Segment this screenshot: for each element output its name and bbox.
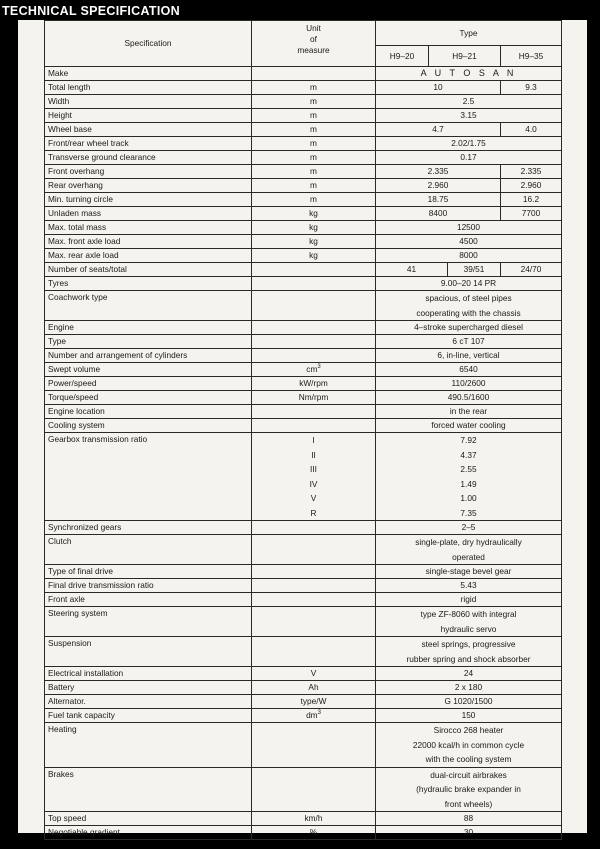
row-engine: Engine 4–stroke supercharged diesel — [45, 321, 562, 335]
row-make: Make A U T O S A N — [45, 67, 562, 81]
row-heating: Heating Sirocco 268 heater 22000 kcal/h in common cycle with the cooling system — [45, 723, 562, 768]
row-max-total-mass: Max. total mass kg 12500 — [45, 221, 562, 235]
title-bar — [0, 0, 600, 20]
spec-table — [44, 20, 562, 840]
row-ground-clearance: Transverse ground clearance m 0.17 — [45, 151, 562, 165]
row-total-length: Total length m 10 9.3 — [45, 81, 562, 95]
row-cooling: Cooling system forced water cooling — [45, 419, 562, 433]
row-gradient: Negotiable gradient % 30 — [45, 826, 562, 840]
row-steering: Steering system type ZF-8060 with integral hydraulic servo — [45, 607, 562, 637]
header-unit: Unit of measure — [252, 21, 376, 67]
row-tyres: Tyres 9.00–20 14 PR — [45, 277, 562, 291]
spec-sheet — [18, 20, 587, 837]
row-clutch: Clutch single-plate, dry hydraulically operated — [45, 535, 562, 565]
row-height: Height m 3.15 — [45, 109, 562, 123]
row-torque: Torque/speed Nm/rpm 490.5/1600 — [45, 391, 562, 405]
row-battery: Battery Ah 2 x 180 — [45, 681, 562, 695]
page-title: TECHNICAL SPECIFICATION — [2, 4, 180, 18]
row-suspension: Suspension steel springs, progressive rubber spring and shock absorber — [45, 637, 562, 667]
row-final-drive-ratio: Final drive transmission ratio 5.43 — [45, 579, 562, 593]
header-type: Type — [376, 21, 562, 46]
row-engine-location: Engine location in the rear — [45, 405, 562, 419]
row-synchro: Synchronized gears 2–5 — [45, 521, 562, 535]
row-cylinders: Number and arrangement of cylinders 6, in-line, vertical — [45, 349, 562, 363]
row-front-overhang: Front overhang m 2.335 2.335 — [45, 165, 562, 179]
row-unladen-mass: Unladen mass kg 8400 7700 — [45, 207, 562, 221]
row-electrical: Electrical installation V 24 — [45, 667, 562, 681]
row-final-drive-type: Type of final drive single-stage bevel gear — [45, 565, 562, 579]
row-swept-volume: Swept volume $cm^3$ 6540 — [45, 363, 562, 377]
row-width: Width m 2.5 — [45, 95, 562, 109]
row-rear-overhang: Rear overhang m 2.960 2.960 — [45, 179, 562, 193]
model-h9-35: H9–35 — [501, 46, 562, 67]
row-seats: Number of seats/total 41 39/51 24/70 — [45, 263, 562, 277]
row-power: Power/speed kW/rpm 110/2600 — [45, 377, 562, 391]
model-h9-20: H9–20 — [376, 46, 429, 67]
header-specification: Specification — [45, 21, 252, 67]
model-h9-21: H9–21 — [429, 46, 501, 67]
row-turning-circle: Min. turning circle m 18.75 16.2 — [45, 193, 562, 207]
row-wheel-track: Front/rear wheel track m 2.02/1.75 — [45, 137, 562, 151]
row-wheel-base: Wheel base m 4.7 4.0 — [45, 123, 562, 137]
row-top-speed: Top speed km/h 88 — [45, 812, 562, 826]
row-front-axle: Front axle rigid — [45, 593, 562, 607]
row-fuel-tank: Fuel tank capacity $dm^3$ 150 — [45, 709, 562, 723]
row-coachwork: Coachwork type spacious, of steel pipes cooperating with the chassis — [45, 291, 562, 321]
row-max-front-axle: Max. front axle load kg 4500 — [45, 235, 562, 249]
row-max-rear-axle: Max. rear axle load kg 8000 — [45, 249, 562, 263]
row-type: Type 6 cT 107 — [45, 335, 562, 349]
row-alternator: Alternator. type/W G 1020/1500 — [45, 695, 562, 709]
row-gearbox: Gearbox transmission ratio I II III IV V R 7.92 4.37 2.55 1.49 1.00 7.35 — [45, 433, 562, 521]
row-brakes: Brakes dual-circuit airbrakes (hydraulic brake expander in front wheels) — [45, 767, 562, 812]
